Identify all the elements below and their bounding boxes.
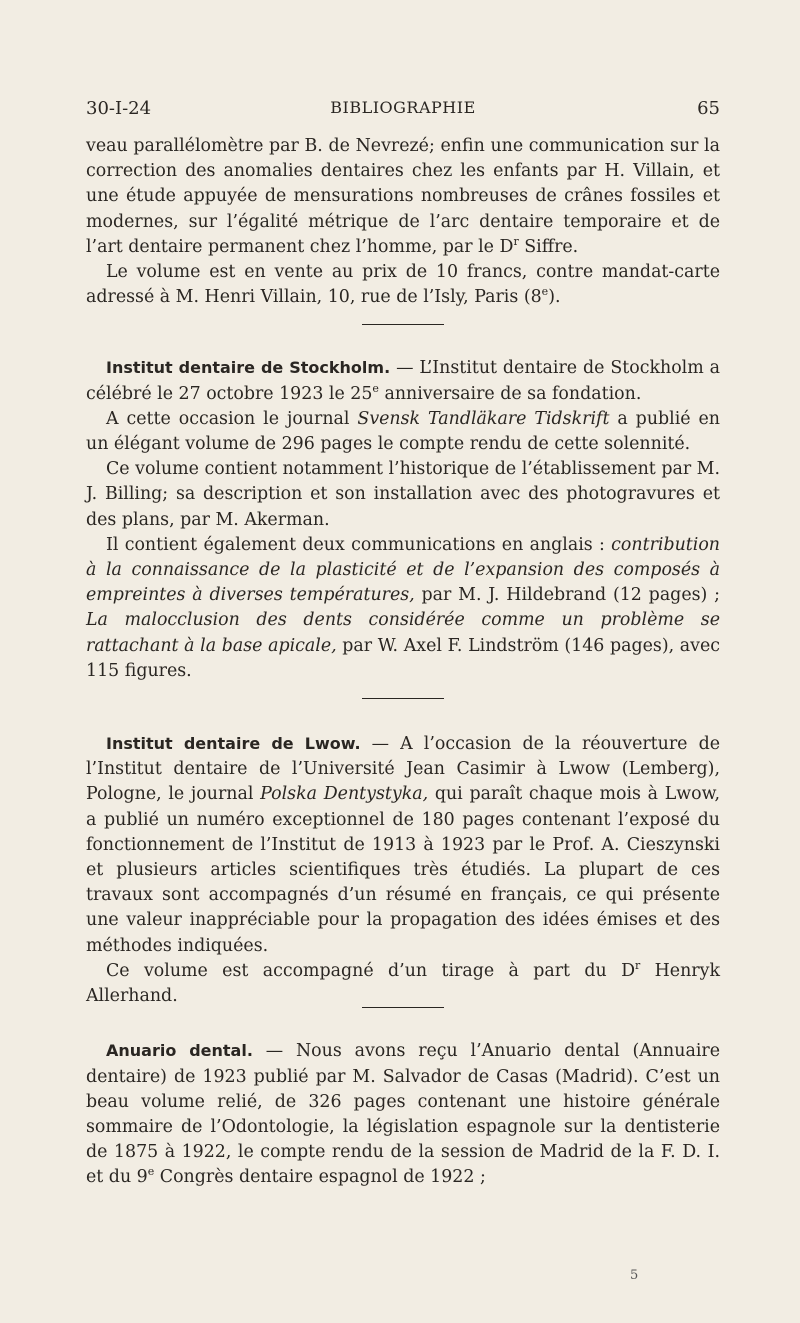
signature-mark: 5	[630, 1268, 639, 1283]
communication-title-2: La malocclusion des dents considérée comme un problème se rattachant à la base apicale,	[86, 610, 720, 656]
anuario-heading: Anuario dental.	[106, 1041, 253, 1061]
stockholm-paragraph-4: Il contient également deux communications en anglais : contribution à la connaissance de la plasticité et de l’expansion des composés à empreintes à diverses températures, par M. J. Hildebrand (12 pages) ; La malocclusion des dents considérée comme un problème se rattachant à la base apicale, par W. Axel F. Lindström (146 pages), avec 115 figures.	[86, 534, 721, 681]
lwow-paragraph-2: Ce volume est accompagné d’un tirage à part du $D^r$ Henryk Allerhand.	[86, 959, 720, 1007]
stockholm-heading: Institut dentaire de Stockholm.	[106, 358, 391, 378]
running-header	[86, 98, 720, 126]
journal-title: Svensk Tandläkare Tidskrift	[357, 408, 610, 429]
journal-title: Polska Dentystyka,	[260, 784, 429, 805]
stockholm-paragraph-2: A cette occasion le journal Svensk Tandläkare Tidskrift a publié en un élégant volume de 296 pages le compte rendu de cette solennité.	[86, 408, 720, 455]
page-body	[86, 134, 720, 1191]
section-divider	[362, 324, 444, 325]
intro-paragraph-2: Le volume est en vente au prix de 10 francs, contre mandat-carte adressé à M. Henri Villain, 10, rue de l’Isly, Paris (8e).	[86, 262, 720, 308]
section-divider	[362, 698, 444, 699]
stockholm-paragraph-3: Ce volume contient notamment l’historique de l’établissement par M. J. Billing; sa description et son installation avec des photogravures et des plans, par M. Akerman.	[86, 459, 721, 530]
stockholm-paragraph-1: Institut dentaire de Stockholm. — L’Institut dentaire de Stockholm a célébré le 27 octobre 1923 le 25e anniversaire de sa fondation.	[86, 358, 720, 404]
lwow-heading: Institut dentaire de Lwow.	[106, 734, 361, 754]
lwow-paragraph-1: Institut dentaire de Lwow. — A l’occasion de la réouverture de l’Institut dentaire de l’Université Jean Casimir à Lwow (Lemberg), Pologne, le journal Polska Dentystyka, qui paraît chaque mois à Lwow, a publié un numéro exceptionnel de 180 pages contenant l’exposé du fonctionnement de l’Institut de 1913 à 1923 par le Prof. A. Cieszynski et plusieurs articles scientifiques très étudiés. La plupart de ces travaux sont accompagnés d’un résumé en français, ce qui présente une valeur inappréciable pour la propagation des idées émises et des méthodes indiquées.	[86, 734, 721, 956]
header-title: BIBLIOGRAPHIE	[330, 98, 476, 117]
communication-title-1: contribution à la connaissance de la plasticité et de l’expansion des composés à empreintes à diverses températures,	[86, 534, 720, 606]
header-date: 30-I-24	[86, 98, 152, 119]
intro-paragraph-1: veau parallélomètre par B. de Nevrezé; enfin une communication sur la correction des anomalies dentaires chez les enfants par H. Villain, et une étude appuyée de mensurations nombreuses de crânes fossiles et modernes, sur l’égalité métrique de l’arc dentaire temporaire et de l’art dentaire permanent chez l’homme, par le $D^r$ Siffre.	[86, 136, 720, 257]
section-divider	[362, 1007, 444, 1008]
page-number: 65	[697, 98, 720, 119]
anuario-paragraph-1: Anuario dental. — Nous avons reçu l’Anuario dental (Annuaire dentaire) de 1923 publié par M. Salvador de Casas (Madrid). C’est un beau volume relié, de 326 pages contenant une histoire générale sommaire de l’Odontologie, la législation espagnole sur la dentisterie de 1875 à 1922, le compte rendu de la session de Madrid de la F. D. I. et du 9e Congrès dentaire espagnol de 1922 ;	[86, 1041, 720, 1188]
